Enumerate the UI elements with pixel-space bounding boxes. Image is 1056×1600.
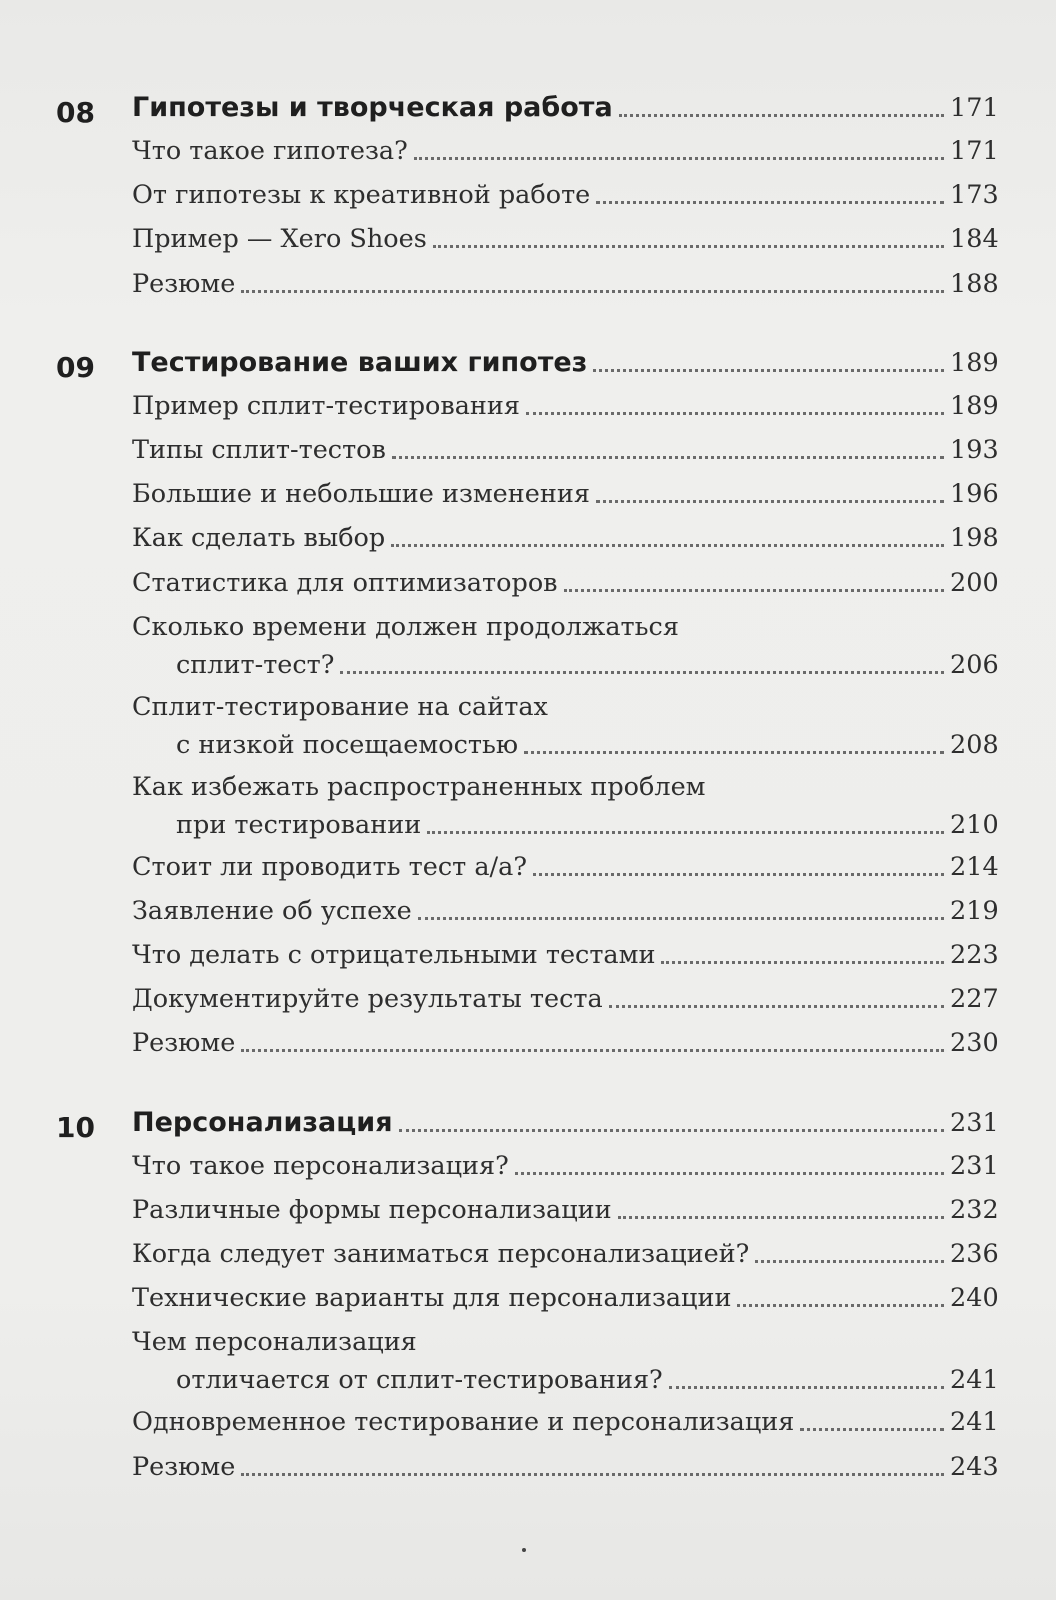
toc-entry[interactable] <box>56 848 999 892</box>
dot-leader <box>241 290 944 293</box>
toc-entry[interactable] <box>56 1279 999 1323</box>
dot-leader <box>755 1260 944 1263</box>
entry-title: Сколько времени должен продолжаться <box>132 611 679 642</box>
toc-entry[interactable] <box>56 220 999 264</box>
dot-leader <box>593 369 944 372</box>
entry-title: Когда следует заниматься персонализацией? <box>132 1239 750 1269</box>
toc-entry[interactable] <box>56 1024 999 1068</box>
entry-title: Типы сплит-тестов <box>132 434 386 465</box>
page-number: 198 <box>950 523 999 554</box>
chapter-10 <box>56 1099 999 1492</box>
page-number: 232 <box>950 1194 999 1225</box>
entry-title: Различные формы персонализации <box>132 1194 612 1225</box>
toc-entry[interactable] <box>56 1235 999 1279</box>
toc-entry[interactable] <box>56 176 999 220</box>
page-number: 189 <box>950 390 999 421</box>
page-number: 227 <box>950 984 999 1015</box>
toc-entry[interactable] <box>56 1191 999 1235</box>
entry-title-continuation: с низкой посещаемостью <box>176 729 519 760</box>
chapter-number: 09 <box>56 350 95 384</box>
page-number: 214 <box>950 851 999 882</box>
chapter-heading[interactable] <box>56 84 999 132</box>
toc-entry[interactable] <box>56 387 999 431</box>
entry-title-continuation: сплит-тест? <box>176 649 335 680</box>
entry-title: Что делать с отрицательными тестами <box>132 940 656 971</box>
chapter-title: Персонализация <box>132 1106 393 1138</box>
entry-title: Статистика для оптимизаторов <box>132 567 558 598</box>
page-number: 173 <box>950 180 999 211</box>
dot-leader <box>340 671 944 674</box>
entry-title: Стоит ли проводить тест а/а? <box>132 851 528 882</box>
chapter-title: Тестирование ваших гипотез <box>132 346 588 378</box>
toc-entry[interactable] <box>56 1403 999 1447</box>
page-number: 241 <box>950 1365 999 1396</box>
toc-entry[interactable] <box>56 265 999 309</box>
page-number: 188 <box>950 268 999 299</box>
toc-entry[interactable] <box>56 768 999 848</box>
dot-leader <box>661 961 944 964</box>
chapter-heading[interactable] <box>56 1099 999 1147</box>
entry-title: Документируйте результаты теста <box>132 984 603 1015</box>
chapter-number: 10 <box>56 1110 95 1144</box>
dot-leader <box>564 589 944 592</box>
page-number: 196 <box>950 479 999 510</box>
entry-title: Сплит-тестирование на сайтах <box>132 691 548 722</box>
toc-entry[interactable] <box>56 132 999 176</box>
page-number: 189 <box>950 347 999 378</box>
dot-leader <box>669 1386 944 1389</box>
entry-title: Что такое персонализация? <box>132 1150 509 1181</box>
dot-leader <box>533 873 944 876</box>
page-number: 223 <box>950 940 999 971</box>
entry-title: От гипотезы к креативной работе <box>132 180 591 211</box>
entry-title: Технические варианты для персонализации <box>132 1283 732 1314</box>
dot-leader <box>399 1129 944 1132</box>
chapter-09 <box>56 339 999 1069</box>
toc-entry[interactable] <box>56 980 999 1024</box>
chapter-title: Гипотезы и творческая работа <box>132 92 613 123</box>
entry-title: Как сделать выбор <box>132 523 386 554</box>
entry-title: Заявление об успехе <box>132 895 412 926</box>
dot-leader <box>524 751 944 754</box>
entry-title: Одновременное тестирование и персонализация <box>132 1407 795 1438</box>
entry-title: Пример — Xero Shoes <box>132 224 427 255</box>
toc-entry[interactable] <box>56 475 999 519</box>
page-number: 241 <box>950 1407 999 1438</box>
dot-leader <box>418 917 944 920</box>
page-number: 231 <box>950 1107 999 1138</box>
dot-leader <box>619 114 944 117</box>
toc-entry[interactable] <box>56 688 999 768</box>
page-number: 210 <box>950 809 999 840</box>
page-dot-mark <box>522 1548 526 1552</box>
toc-entry[interactable] <box>56 936 999 980</box>
chapter-heading[interactable] <box>56 339 999 387</box>
page-number: 208 <box>950 729 999 760</box>
dot-leader <box>609 1005 944 1008</box>
dot-leader <box>596 500 944 503</box>
page-number: 184 <box>950 224 999 255</box>
chapter-08 <box>56 84 999 309</box>
page-number: 206 <box>950 649 999 680</box>
entry-title: Резюме <box>132 1451 236 1482</box>
toc-entry[interactable] <box>56 431 999 475</box>
toc-entry[interactable] <box>56 564 999 608</box>
table-of-contents <box>56 84 999 1522</box>
entry-title: Что такое гипотеза? <box>132 136 408 166</box>
page-number: 230 <box>950 1028 999 1059</box>
dot-leader <box>526 412 944 415</box>
dot-leader <box>737 1304 944 1307</box>
entry-title: Как избежать распространенных проблем <box>132 771 706 802</box>
dot-leader <box>241 1473 944 1476</box>
dot-leader <box>241 1049 944 1052</box>
page-number: 171 <box>950 136 999 166</box>
dot-leader <box>800 1428 944 1431</box>
page-number: 231 <box>950 1150 999 1181</box>
entry-title-continuation: отличается от сплит-тестирования? <box>176 1365 663 1396</box>
page-number: 200 <box>950 567 999 598</box>
toc-entry[interactable] <box>56 1448 999 1492</box>
entry-title: Пример сплит-тестирования <box>132 390 521 421</box>
entry-title: Чем персонализация <box>132 1327 417 1358</box>
entry-title: Большие и небольшие изменения <box>132 479 590 510</box>
entry-title-continuation: при тестировании <box>176 809 422 840</box>
dot-leader <box>392 456 944 459</box>
dot-leader <box>618 1216 944 1219</box>
page-number: 236 <box>950 1239 999 1269</box>
page-number: 243 <box>950 1451 999 1482</box>
toc-entry[interactable] <box>56 519 999 563</box>
toc-entry[interactable] <box>56 892 999 936</box>
toc-entry[interactable] <box>56 1147 999 1191</box>
page-number: 193 <box>950 434 999 465</box>
dot-leader <box>515 1172 944 1175</box>
dot-leader <box>414 157 944 160</box>
page-number: 219 <box>950 895 999 926</box>
page-number: 171 <box>950 93 999 123</box>
dot-leader <box>427 831 944 834</box>
chapter-number: 08 <box>56 96 95 129</box>
entry-title: Резюме <box>132 1028 236 1059</box>
dot-leader <box>391 544 944 547</box>
dot-leader <box>596 201 944 204</box>
entry-title: Резюме <box>132 268 236 299</box>
page-number: 240 <box>950 1283 999 1314</box>
toc-entry[interactable] <box>56 608 999 688</box>
dot-leader <box>433 245 944 248</box>
toc-entry[interactable] <box>56 1323 999 1403</box>
